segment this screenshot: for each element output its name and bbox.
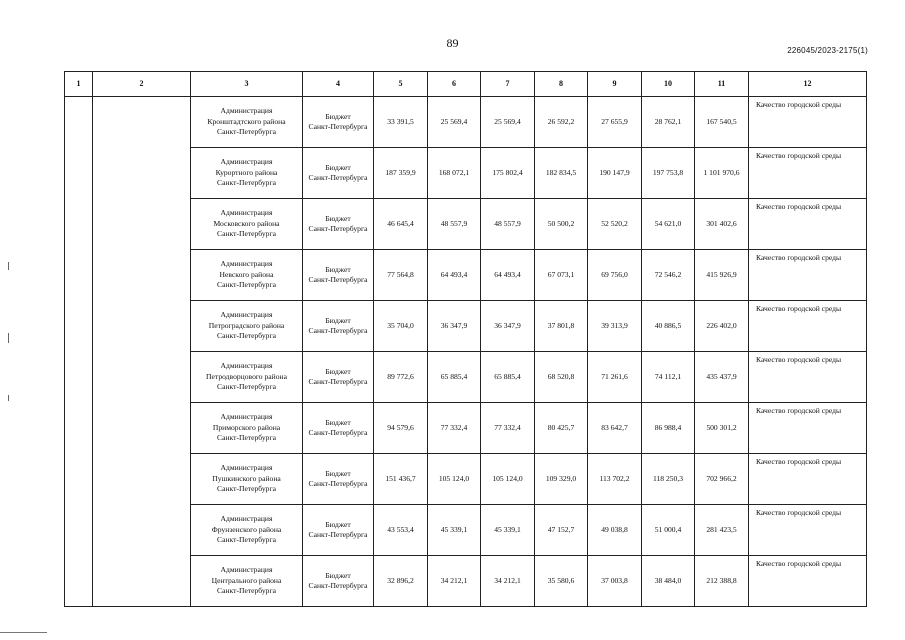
column-header: 8 (535, 72, 588, 97)
value-cell: 45 339,1 (481, 505, 535, 556)
column-header: 5 (374, 72, 428, 97)
value-cell: 25 569,4 (428, 97, 481, 148)
value-cell: 37 801,8 (535, 301, 588, 352)
value-cell: 65 885,4 (428, 352, 481, 403)
value-cell: 226 402,0 (695, 301, 749, 352)
funding-source-line: Бюджет (325, 315, 351, 325)
executor-line: Администрация (220, 157, 273, 167)
value-cell: 105 124,0 (481, 454, 535, 505)
value-cell: 68 520,8 (535, 352, 588, 403)
executor-line: Санкт-Петербурга (217, 280, 276, 290)
table-row (65, 97, 867, 148)
value-cell: 415 926,9 (695, 250, 749, 301)
footer-line (0, 632, 47, 633)
column-header: 10 (642, 72, 695, 97)
value-cell: 167 540,5 (695, 97, 749, 148)
executor-line: Санкт-Петербурга (217, 484, 276, 494)
executor-cell (191, 352, 303, 403)
value-cell: 109 329,0 (535, 454, 588, 505)
executor-cell (191, 148, 303, 199)
executor-line: Московского района (213, 218, 280, 228)
executor-line: Администрация (220, 208, 273, 218)
column-header: 6 (428, 72, 481, 97)
value-cell: 72 546,2 (642, 250, 695, 301)
column-header: 9 (588, 72, 642, 97)
margin-mark (8, 333, 9, 343)
value-cell: 175 802,4 (481, 148, 535, 199)
executor-line: Администрация (220, 565, 273, 575)
value-cell: 52 520,2 (588, 199, 642, 250)
value-cell: 190 147,9 (588, 148, 642, 199)
executor-cell (191, 199, 303, 250)
value-cell: 86 988,4 (642, 403, 695, 454)
value-cell: 301 402,6 (695, 199, 749, 250)
funding-source-cell (303, 505, 374, 556)
executor-line: Санкт-Петербурга (217, 535, 276, 545)
funding-source-line: Санкт-Петербурга (308, 224, 368, 233)
funding-source-line: Бюджет (325, 366, 351, 376)
value-cell: 71 261,6 (588, 352, 642, 403)
funding-source-cell (303, 556, 374, 607)
indicator-cell: Качество городской среды (749, 454, 867, 505)
value-cell: 54 621,0 (642, 199, 695, 250)
funding-source-line: Санкт-Петербурга (308, 530, 368, 539)
executor-line: Администрация (220, 514, 273, 524)
value-cell: 105 124,0 (428, 454, 481, 505)
header-row (65, 72, 867, 97)
executor-cell (191, 505, 303, 556)
column-header: 7 (481, 72, 535, 97)
value-cell: 48 557,9 (428, 199, 481, 250)
page-number: 89 (446, 36, 459, 50)
value-cell: 26 592,2 (535, 97, 588, 148)
value-cell: 65 885,4 (481, 352, 535, 403)
funding-source-line: Санкт-Петербурга (308, 326, 368, 335)
margin-mark (8, 262, 9, 270)
executor-line: Невского района (219, 269, 274, 279)
indicator-cell: Качество городской среды (749, 148, 867, 199)
executor-line: Центрального района (211, 575, 282, 585)
funding-source-line: Санкт-Петербурга (308, 581, 368, 590)
indicator-cell: Качество городской среды (749, 556, 867, 607)
value-cell: 69 756,0 (588, 250, 642, 301)
value-cell: 49 038,8 (588, 505, 642, 556)
funding-source-cell (303, 352, 374, 403)
funding-source-line: Бюджет (325, 213, 351, 223)
funding-source-cell (303, 403, 374, 454)
executor-line: Администрация (220, 412, 273, 422)
executor-line: Администрация (220, 106, 273, 116)
funding-source-line: Бюджет (325, 519, 351, 529)
value-cell: 47 152,7 (535, 505, 588, 556)
funding-source-line: Бюджет (325, 162, 351, 172)
funding-source-line: Санкт-Петербурга (308, 479, 368, 488)
value-cell: 34 212,1 (428, 556, 481, 607)
indicator-cell: Качество городской среды (749, 352, 867, 403)
indicator-cell: Качество городской среды (749, 403, 867, 454)
value-cell: 77 332,4 (481, 403, 535, 454)
column-header: 2 (93, 72, 191, 97)
funding-source-line: Санкт-Петербурга (308, 428, 368, 437)
value-cell: 28 762,1 (642, 97, 695, 148)
executor-line: Пушкинского района (212, 473, 281, 483)
executor-line: Санкт-Петербурга (217, 586, 276, 596)
value-cell: 500 301,2 (695, 403, 749, 454)
indicator-cell: Качество городской среды (749, 199, 867, 250)
value-cell: 168 072,1 (428, 148, 481, 199)
executor-line: Фрунзенского района (211, 524, 282, 534)
funding-source-cell (303, 97, 374, 148)
funding-source-line: Бюджет (325, 570, 351, 580)
funding-source-line: Санкт-Петербурга (308, 377, 368, 386)
col-1-cell (65, 97, 93, 607)
value-cell: 32 896,2 (374, 556, 428, 607)
funding-source-cell (303, 199, 374, 250)
executor-cell (191, 403, 303, 454)
funding-source-line: Бюджет (325, 111, 351, 121)
executor-line: Санкт-Петербурга (217, 382, 276, 392)
value-cell: 46 645,4 (374, 199, 428, 250)
value-cell: 702 966,2 (695, 454, 749, 505)
executor-line: Санкт-Петербурга (217, 331, 276, 341)
executor-cell (191, 454, 303, 505)
executor-line: Курортного района (215, 167, 278, 177)
value-cell: 74 112,1 (642, 352, 695, 403)
value-cell: 182 834,5 (535, 148, 588, 199)
funding-source-cell (303, 454, 374, 505)
funding-source-line: Санкт-Петербурга (308, 275, 368, 284)
funding-source-line: Санкт-Петербурга (308, 122, 368, 131)
value-cell: 151 436,7 (374, 454, 428, 505)
value-cell: 50 500,2 (535, 199, 588, 250)
executor-cell (191, 97, 303, 148)
value-cell: 34 212,1 (481, 556, 535, 607)
executor-line: Кронштадтского района (207, 116, 286, 126)
value-cell: 1 101 970,6 (695, 148, 749, 199)
financing-table (64, 71, 867, 607)
indicator-cell: Качество городской среды (749, 250, 867, 301)
funding-source-line: Бюджет (325, 264, 351, 274)
value-cell: 48 557,9 (481, 199, 535, 250)
column-header: 11 (695, 72, 749, 97)
value-cell: 67 073,1 (535, 250, 588, 301)
value-cell: 64 493,4 (428, 250, 481, 301)
value-cell: 25 569,4 (481, 97, 535, 148)
value-cell: 435 437,9 (695, 352, 749, 403)
value-cell: 37 003,8 (588, 556, 642, 607)
executor-cell (191, 556, 303, 607)
value-cell: 27 655,9 (588, 97, 642, 148)
funding-source-cell (303, 301, 374, 352)
value-cell: 89 772,6 (374, 352, 428, 403)
executor-cell (191, 301, 303, 352)
executor-line: Администрация (220, 463, 273, 473)
funding-source-line: Бюджет (325, 417, 351, 427)
value-cell: 77 564,8 (374, 250, 428, 301)
funding-source-cell (303, 148, 374, 199)
executor-line: Санкт-Петербурга (217, 229, 276, 239)
value-cell: 43 553,4 (374, 505, 428, 556)
executor-line: Приморского района (212, 422, 281, 432)
value-cell: 35 704,0 (374, 301, 428, 352)
value-cell: 39 313,9 (588, 301, 642, 352)
column-header: 1 (65, 72, 93, 97)
value-cell: 38 484,0 (642, 556, 695, 607)
executor-line: Санкт-Петербурга (217, 433, 276, 443)
value-cell: 45 339,1 (428, 505, 481, 556)
executor-cell (191, 250, 303, 301)
indicator-cell: Качество городской среды (749, 301, 867, 352)
value-cell: 197 753,8 (642, 148, 695, 199)
executor-line: Санкт-Петербурга (217, 178, 276, 188)
executor-line: Петроградского района (208, 320, 285, 330)
margin-mark (8, 395, 9, 401)
value-cell: 36 347,9 (428, 301, 481, 352)
value-cell: 281 423,5 (695, 505, 749, 556)
executor-line: Администрация (220, 361, 273, 371)
value-cell: 187 359,9 (374, 148, 428, 199)
column-header: 4 (303, 72, 374, 97)
executor-line: Администрация (220, 310, 273, 320)
value-cell: 94 579,6 (374, 403, 428, 454)
value-cell: 83 642,7 (588, 403, 642, 454)
indicator-cell: Качество городской среды (749, 505, 867, 556)
executor-line: Администрация (220, 259, 273, 269)
value-cell: 40 886,5 (642, 301, 695, 352)
value-cell: 212 388,8 (695, 556, 749, 607)
value-cell: 64 493,4 (481, 250, 535, 301)
value-cell: 33 391,5 (374, 97, 428, 148)
value-cell: 113 702,2 (588, 454, 642, 505)
document-code: 226045/2023-2175(1) (787, 46, 868, 55)
funding-source-cell (303, 250, 374, 301)
column-header: 3 (191, 72, 303, 97)
column-header: 12 (749, 72, 867, 97)
value-cell: 77 332,4 (428, 403, 481, 454)
indicator-cell: Качество городской среды (749, 97, 867, 148)
funding-source-line: Бюджет (325, 468, 351, 478)
col-2-cell (93, 97, 191, 607)
executor-line: Санкт-Петербурга (217, 127, 276, 137)
executor-line: Петродворцового района (206, 371, 287, 381)
value-cell: 36 347,9 (481, 301, 535, 352)
funding-source-line: Санкт-Петербурга (308, 173, 368, 182)
value-cell: 80 425,7 (535, 403, 588, 454)
value-cell: 118 250,3 (642, 454, 695, 505)
value-cell: 51 000,4 (642, 505, 695, 556)
value-cell: 35 580,6 (535, 556, 588, 607)
